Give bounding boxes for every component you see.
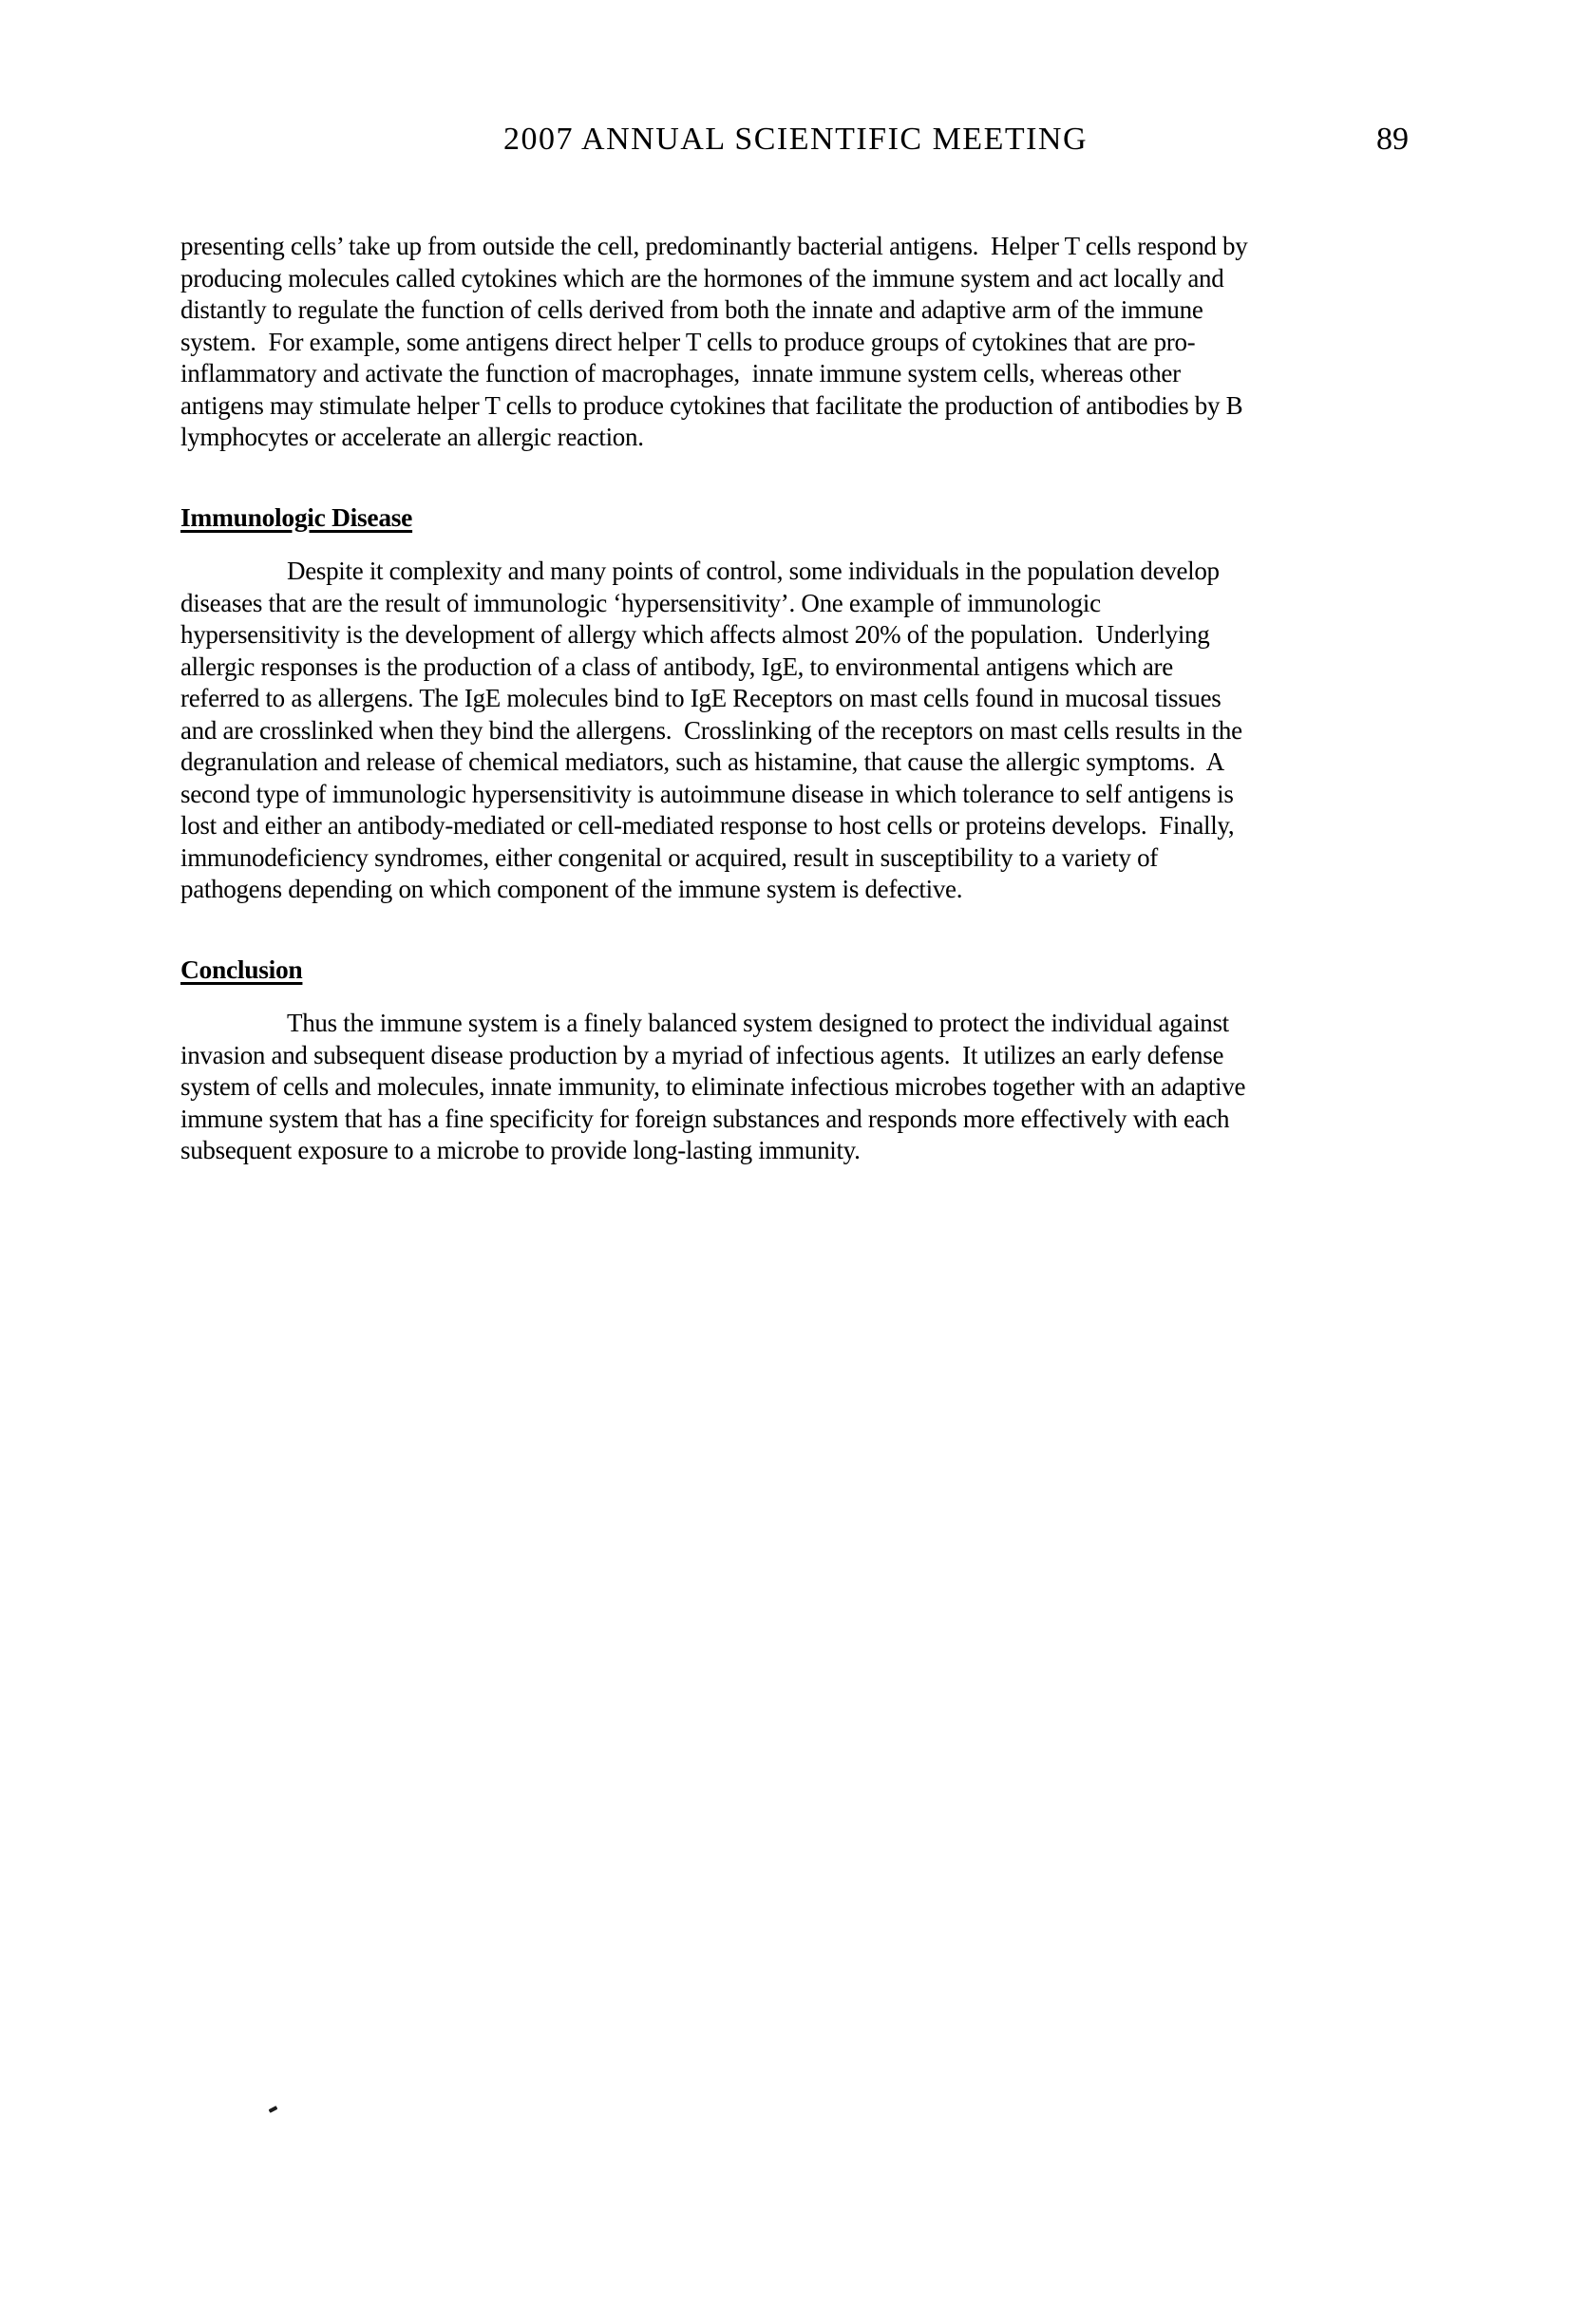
text-line: invasion and subsequent disease production by a myriad of infectious agents. It utilizes an early defense [180,1040,1224,1069]
page-header [0,122,1572,165]
text-line: immune system that has a fine specificity for foreign substances and responds more effectively with each [180,1104,1230,1133]
text-line: system. For example, some antigens direct helper T cells to produce groups of cytokines that are pro- [180,327,1196,356]
text-line: Thus the immune system is a finely balanced system designed to protect the individual against [287,1009,1229,1037]
paragraph [180,1008,1472,1167]
text-line: and are crosslinked when they bind the allergens. Crosslinking of the receptors on mast cells results in the [180,715,1242,745]
paragraph-continuation [180,231,1472,454]
running-head-title: 2007 ANNUAL SCIENTIFIC MEETING [502,122,1089,157]
section-heading [180,954,1472,986]
body-text [180,231,1472,1167]
text-line: referred to as allergens. The IgE molecules bind to IgE Receptors on mast cells found in mucosal tissues [180,684,1222,712]
section-heading [180,501,1472,534]
section-heading-text: Conclusion [180,954,303,984]
text-line: immunodeficiency syndromes, either congenital or acquired, result in susceptibility to a variety of [180,842,1158,872]
text-line: inflammatory and activate the function of macrophages, innate immune system cells, whereas other [180,359,1181,387]
text-line: allergic responses is the production of a class of antibody, IgE, to environmental antigens which are [180,652,1173,681]
text-line: Despite it complexity and many points of control, some individuals in the population develop [287,557,1220,585]
text-line: diseases that are the result of immunologic ‘hypersensitivity’. One example of immunologic [180,588,1101,617]
text-line: second type of immunologic hypersensitivity is autoimmune disease in which tolerance to self antigens is [180,779,1234,808]
section-immunologic-disease [180,501,1472,906]
text-line: presenting cells’ take up from outside the cell, predominantly bacterial antigens. Helper T cells respond by [180,232,1248,260]
text-line: pathogens depending on which component of the immune system is defective. [180,875,963,903]
text-line: degranulation and release of chemical mediators, such as histamine, that cause the allergic symptoms. A [180,747,1224,776]
text-line: subsequent exposure to a microbe to provide long-lasting immunity. [180,1136,861,1164]
ink-speck [269,2106,278,2113]
text-line: lost and either an antibody-mediated or cell-mediated response to host cells or proteins develops. Finally, [180,811,1235,840]
text-line: hypersensitivity is the development of allergy which affects almost 20% of the population. Underlying [180,620,1210,649]
text-line: lymphocytes or accelerate an allergic reaction. [180,423,644,451]
text-line: distantly to regulate the function of cells derived from both the innate and adaptive arm of the immune [180,295,1203,324]
paragraph [180,556,1472,906]
section-heading-text: Immunologic Disease [180,501,413,532]
section-conclusion [180,954,1472,1167]
text-line: system of cells and molecules, innate immunity, to eliminate infectious microbes together with an adaptive [180,1072,1246,1101]
text-line: producing molecules called cytokines which are the hormones of the immune system and act locally and [180,263,1224,293]
text-line: antigens may stimulate helper T cells to produce cytokines that facilitate the production of antibodies by B [180,390,1243,420]
page-number: 89 [1376,122,1409,157]
